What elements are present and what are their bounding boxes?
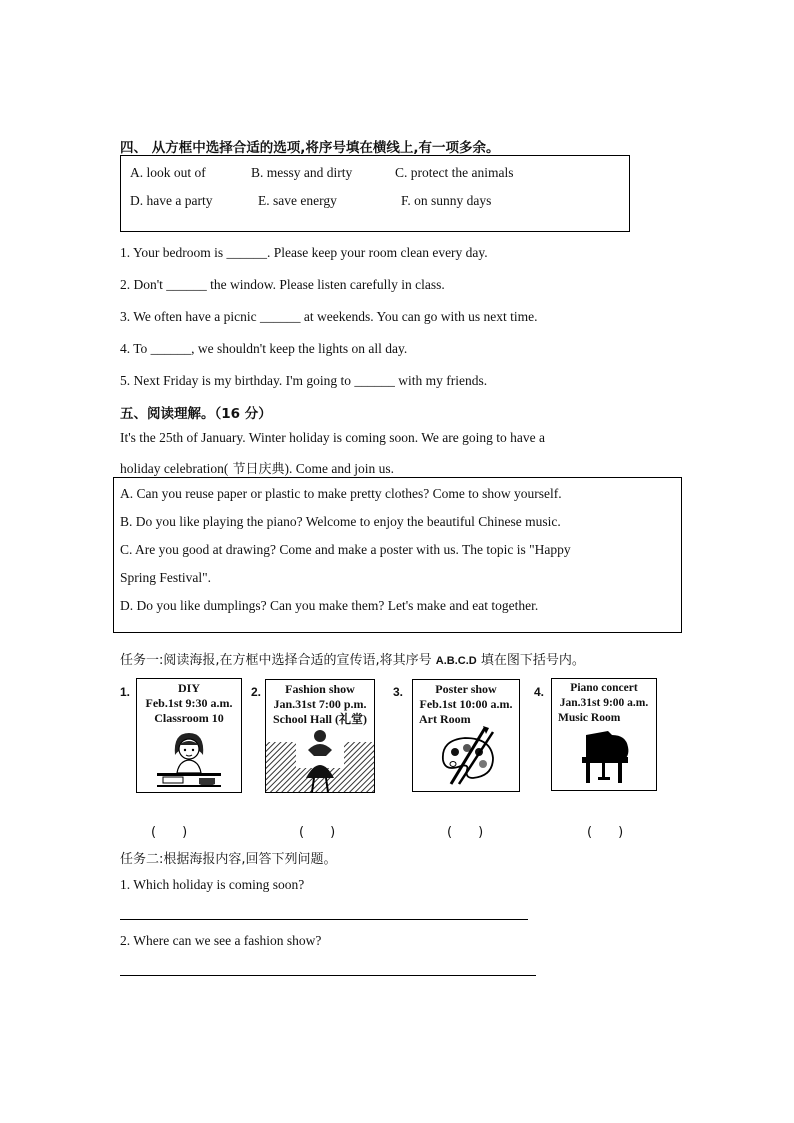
poster-2-number: 2. [251, 685, 262, 699]
question-2: 2. Don't ______ the window. Please listen carefully in class. [120, 277, 445, 292]
poster-4-place: Music Room [558, 712, 621, 724]
poster-2-place: School Hall (礼堂) [272, 712, 367, 726]
section5-title: 五、阅读理解。（16 分） [120, 406, 272, 422]
task2-question-1: 1. Which holiday is coming soon? [120, 877, 305, 892]
poster-2-time: Jan.31st 7:00 p.m. [273, 697, 367, 711]
poster-3-time: Feb.1st 10:00 a.m. [419, 697, 513, 711]
grand-piano-icon [578, 731, 634, 787]
poster-4-number: 4. [534, 685, 545, 699]
poster-piano-concert [551, 678, 657, 791]
option-f: F. on sunny days [401, 193, 492, 208]
poster-fashion-show [265, 679, 375, 793]
poster-3-place: Art Room [419, 712, 471, 726]
question-4: 4. To ______, we shouldn't keep the lights on all day. [120, 341, 408, 356]
poster-4-time: Jan.31st 9:00 a.m. [559, 697, 649, 709]
question-1: 1. Your bedroom is ______. Please keep your room clean every day. [120, 245, 488, 260]
question-3: 3. We often have a picnic ______ at weekends. You can go with us next time. [120, 309, 538, 324]
answer-paren-2[interactable]: ( ) [299, 825, 336, 840]
slogans-box [113, 477, 682, 633]
option-b: B. messy and dirty [251, 165, 353, 180]
slogan-c-cont: Spring Festival". [120, 570, 212, 585]
slogan-c: C. Are you good at drawing? Come and make a poster with us. The topic is "Happy [120, 542, 571, 557]
slogan-d: D. Do you like dumplings? Can you make them? Let's make and eat together. [120, 598, 539, 613]
option-a: A. look out of [130, 165, 206, 180]
fashion-model-icon [266, 728, 374, 792]
answer-paren-3[interactable]: ( ) [447, 825, 484, 840]
poster-2-title: Fashion show [285, 682, 355, 696]
options-box [120, 155, 630, 232]
slogan-a: A. Can you reuse paper or plastic to make pretty clothes? Come to show yourself. [120, 486, 562, 501]
answer-paren-4[interactable]: ( ) [587, 825, 624, 840]
question-5: 5. Next Friday is my birthday. I'm going to ______ with my friends. [120, 373, 488, 388]
section4-title: 四、 从方框中选择合适的选项,将序号填在横线上,有一项多余。 [120, 140, 500, 156]
answer-line-2[interactable] [120, 975, 536, 976]
girl-cooking-icon [155, 727, 223, 791]
task2-title: 任务二:根据海报内容,回答下列问题。 [120, 852, 337, 867]
slogan-b: B. Do you like playing the piano? Welcome to enjoy the beautiful Chinese music. [120, 514, 561, 529]
answer-line-1[interactable] [120, 919, 528, 920]
intro-line-1: It's the 25th of January. Winter holiday is coming soon. We are going to have a [120, 430, 545, 445]
task1-title: 任务一:阅读海报,在方框中选择合适的宣传语,将其序号 A.B.C.D 填在图下括号内。 [120, 653, 585, 668]
poster-3-number: 3. [393, 685, 404, 699]
poster-1-title: DIY [177, 681, 200, 695]
option-d: D. have a party [130, 193, 213, 208]
poster-1-number: 1. [120, 685, 131, 699]
poster-poster-show [412, 679, 520, 792]
poster-3-title: Poster show [435, 682, 497, 696]
intro-line-2: holiday celebration( 节日庆典). Come and join us. [120, 461, 394, 477]
poster-1-time: Feb.1st 9:30 a.m. [145, 696, 233, 710]
option-e: E. save energy [258, 193, 337, 208]
answer-paren-1[interactable]: ( ) [151, 825, 188, 840]
task2-question-2: 2. Where can we see a fashion show? [120, 933, 322, 948]
poster-1-place: Classroom 10 [154, 711, 224, 725]
option-c: C. protect the animals [395, 165, 514, 180]
poster-diy [136, 678, 242, 793]
paint-palette-icon [435, 726, 499, 788]
poster-4-title: Piano concert [570, 682, 638, 694]
